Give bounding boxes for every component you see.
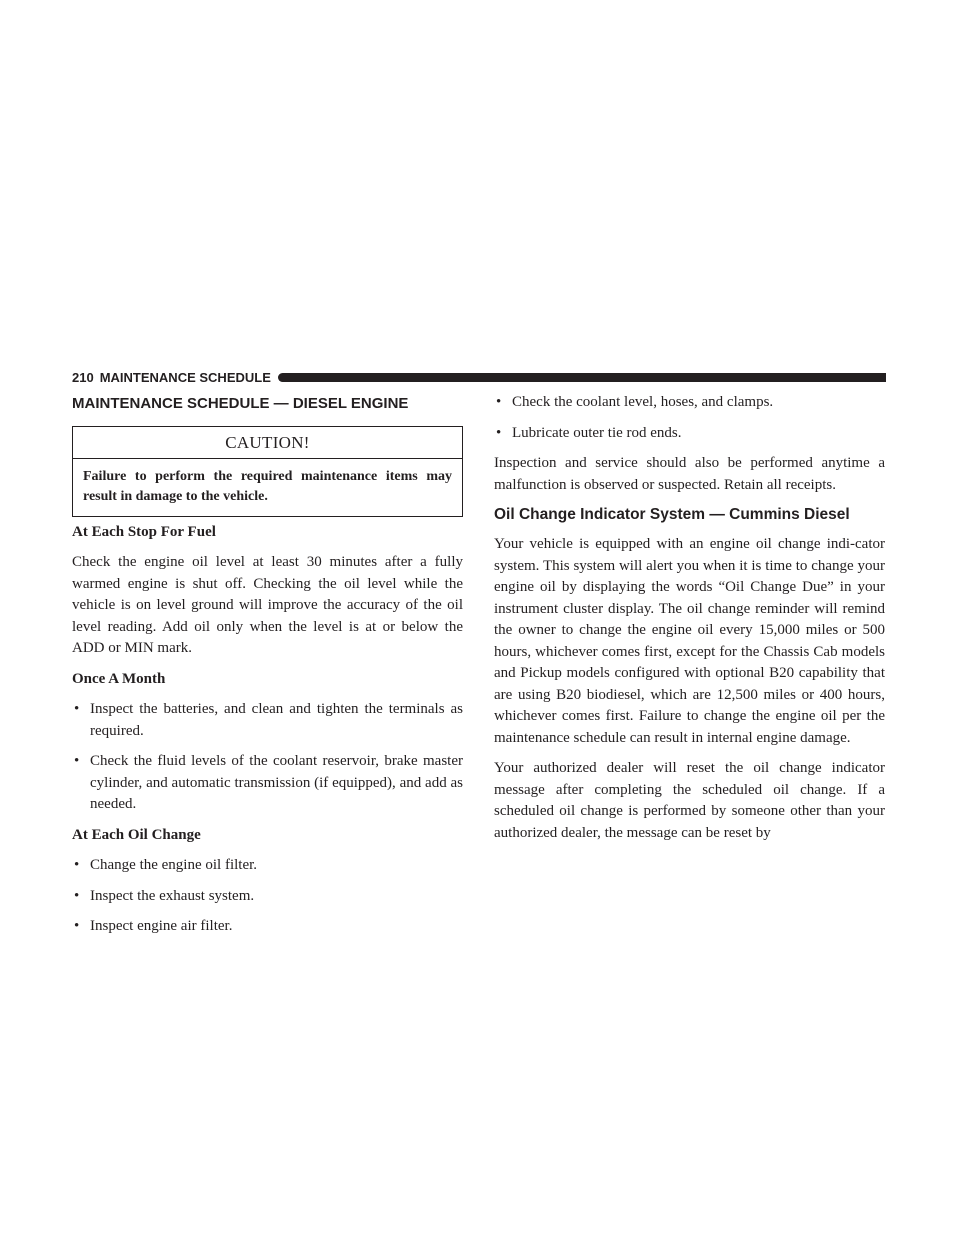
list-item-text: Check the coolant level, hoses, and clamps. xyxy=(512,394,774,410)
fuel-stop-heading: At Each Stop For Fuel xyxy=(72,523,216,540)
list-item-text: Inspect engine air filter. xyxy=(90,918,233,934)
monthly-list xyxy=(72,699,463,816)
bullet-icon: • xyxy=(74,857,80,873)
list-item xyxy=(72,855,463,877)
bullet-icon: • xyxy=(74,701,80,717)
list-item xyxy=(494,392,885,414)
bullet-icon: • xyxy=(74,753,80,769)
header-rule xyxy=(278,373,886,382)
running-section-title: MAINTENANCE SCHEDULE xyxy=(99,369,271,385)
bullet-icon: • xyxy=(496,424,502,441)
list-item-text: Lubricate outer tie rod ends. xyxy=(512,424,682,441)
reset-paragraph: Your authorized dealer will reset the oil change indicator message after completing the scheduled oil change. If a scheduled oil change is performed by someone other than your authorized dealer, the message can be reset by xyxy=(494,760,885,841)
list-item xyxy=(72,916,463,938)
list-item xyxy=(72,699,463,742)
list-item-text: Inspect the batteries, and clean and tighten the terminals as required. xyxy=(90,701,463,739)
bullet-icon: • xyxy=(496,394,502,410)
list-item xyxy=(72,886,463,908)
caution-text: Failure to perform the required maintenance items may result in damage to the vehicle. xyxy=(83,468,452,504)
list-item-text: Inspect the exhaust system. xyxy=(90,887,255,904)
list-item xyxy=(72,751,463,816)
bullet-icon: • xyxy=(74,887,80,904)
page-header xyxy=(72,368,886,386)
oil-change-list-continued xyxy=(494,392,885,444)
page-number: 210 xyxy=(72,369,94,385)
list-item-text: Check the fluid levels of the coolant reservoir, brake master cylinder, and automatic transmission (if equipped), and add as needed. xyxy=(90,753,463,812)
right-column xyxy=(494,392,885,853)
monthly-heading: Once A Month xyxy=(72,670,166,687)
bullet-icon: • xyxy=(74,918,80,934)
left-column xyxy=(72,392,463,947)
oil-change-heading: At Each Oil Change xyxy=(72,826,201,843)
indicator-paragraph: Your vehicle is equipped with an engine oil change indi-cator system. This system will alert you when it is time to change your engine oil by displaying the words “Oil Change Due” in your instrument cluster display. The oil change reminder will remind the owner to change the engine oil every 15,000 miles or 500 hours, whichever comes first, except for the Chassis Cab models and Pickup models configured with optional B20 capability that are using B20 biodiesel, which are 12,500 miles or 400 hours, whichever comes first. Failure to change the engine oil per the maintenance schedule can result in internal engine damage. xyxy=(494,536,885,746)
list-item-text: Change the engine oil filter. xyxy=(90,857,258,873)
caution-heading: CAUTION! xyxy=(73,427,462,459)
caution-box xyxy=(72,426,463,517)
fuel-stop-paragraph: Check the engine oil level at least 30 minutes after a fully warmed engine is shut off. Checking the oil level while the vehicle is on level ground will improve the accuracy of the oil level reading. Add oil only when the level is at or below the ADD or MIN mark. xyxy=(72,554,463,656)
list-item xyxy=(494,423,885,445)
inspection-note: Inspection and service should also be performed anytime a malfunction is observed or suspected. Retain all receipts. xyxy=(494,455,885,493)
oil-change-list xyxy=(72,855,463,938)
section-title: MAINTENANCE SCHEDULE — DIESEL ENGINE xyxy=(72,395,409,412)
indicator-section-title: Oil Change Indicator System — Cummins Diesel xyxy=(494,506,850,523)
